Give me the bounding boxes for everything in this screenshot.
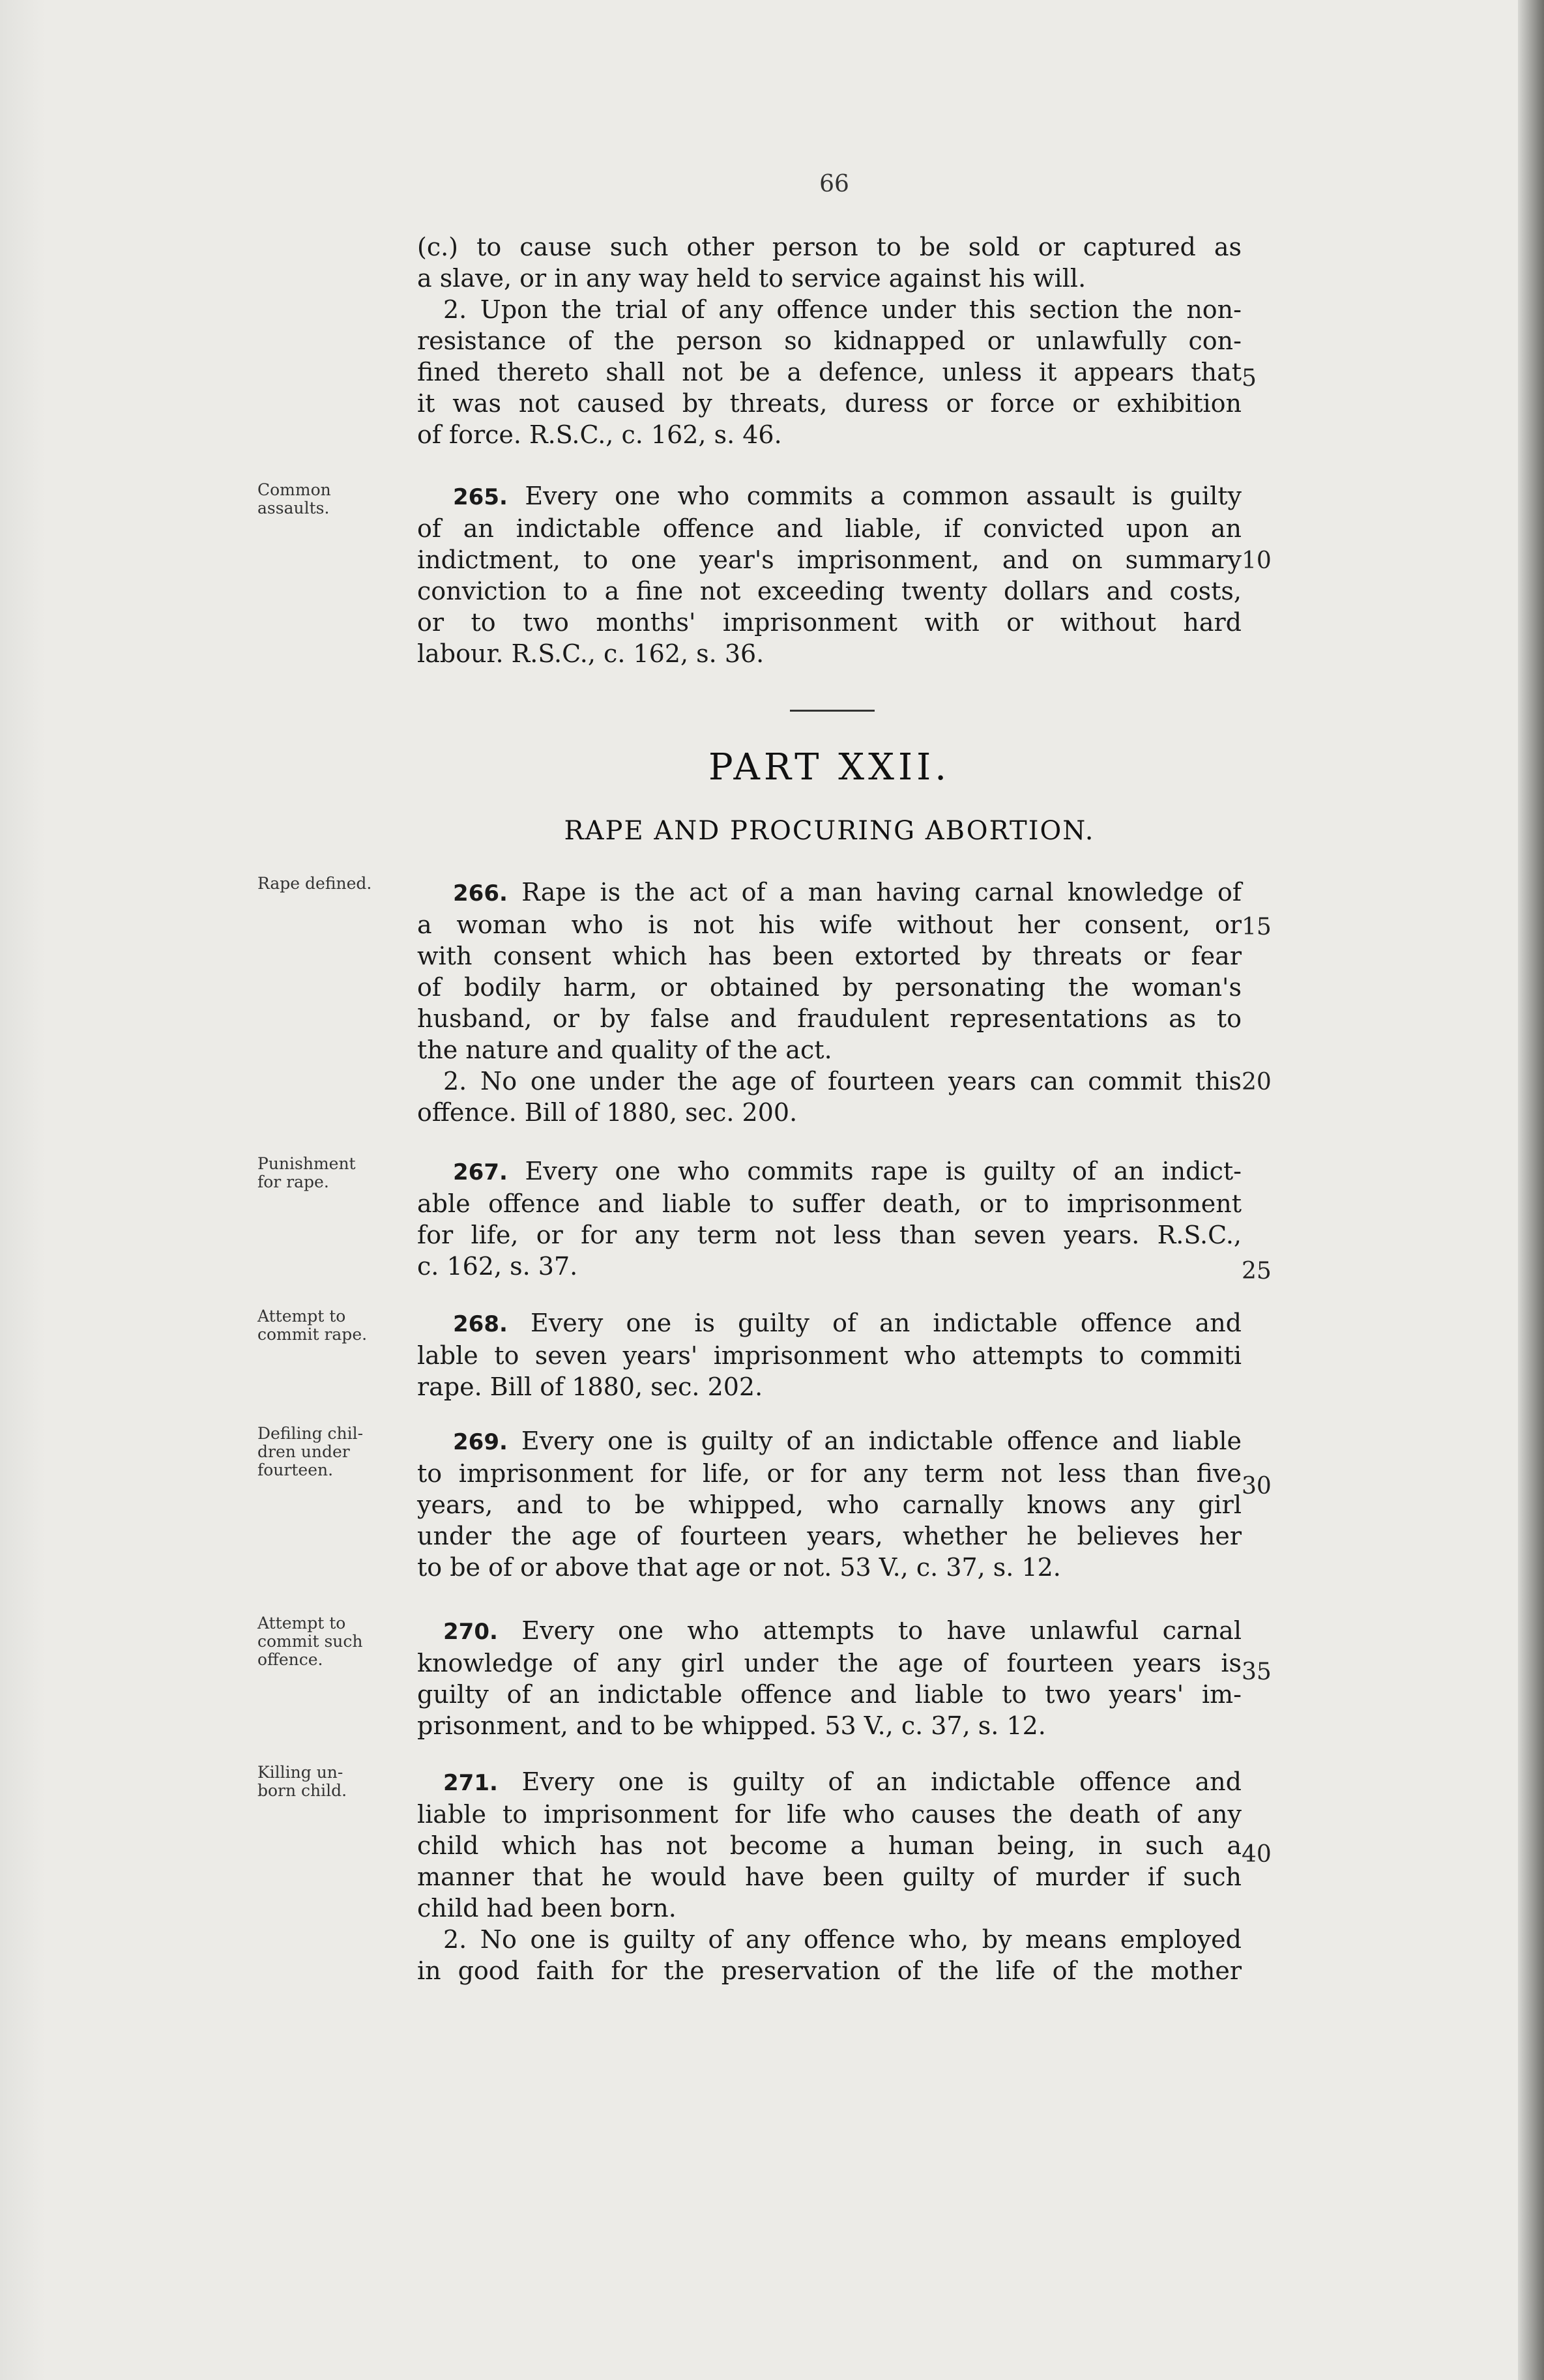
scan-left-edge	[0, 0, 46, 2380]
continued-section-text	[417, 231, 1242, 450]
text-line: rape. Bill of 1880, sec. 202.	[417, 1372, 763, 1401]
text-line: of bodily harm, or obtained by personating the woman's	[417, 973, 1242, 1002]
section-number: 268.	[453, 1311, 508, 1337]
margin-note-defiling-children: Defiling chil- dren under fourteen.	[257, 1424, 364, 1479]
line-number: 25	[1242, 1258, 1272, 1284]
text-line: to imprisonment for life, or for any term not less than five	[417, 1459, 1242, 1488]
text-line: resistance of the person so kidnapped or unlawfully con-	[417, 327, 1242, 355]
line-number: 20	[1242, 1069, 1272, 1096]
text-line: a woman who is not his wife without her consent, or	[417, 910, 1242, 939]
text-line: under the age of fourteen years, whether he believes her	[417, 1522, 1242, 1550]
text-line: (c.) to cause such other person to be sold or captured as	[417, 233, 1242, 261]
text-line: liable to imprisonment for life who causes the death of any	[417, 1800, 1242, 1829]
margin-note-rape-defined: Rape defined.	[257, 874, 372, 893]
text-line: the nature and quality of the act.	[417, 1036, 832, 1064]
text-line: 2. Upon the trial of any offence under this section the non-	[443, 295, 1242, 324]
page-number: 66	[819, 171, 849, 197]
line-number: 40	[1242, 1841, 1272, 1868]
margin-note-attempt-such-offence: Attempt to commit such offence.	[257, 1614, 363, 1669]
text-line: of force. R.S.C., c. 162, s. 46.	[417, 420, 782, 449]
section-number: 271.	[443, 1770, 498, 1796]
text-line: conviction to a fine not exceeding twenty dollars and costs,	[417, 577, 1242, 605]
line-number: 15	[1242, 914, 1272, 940]
section-269: 269. Every one is guilty of an indictable offence and liable to imprisonment for life, or for any term not less than five years, and to be whipped, who carnally knows any girl under the age of fourteen years, whether he believes her to be of or above that age or not. 53 V., c. 37, s. 12.	[417, 1427, 1242, 1582]
text-line: offence. Bill of 1880, sec. 200.	[417, 1098, 798, 1127]
section-number: 266.	[453, 880, 508, 907]
text-line: or to two months' imprisonment with or without hard	[417, 608, 1242, 637]
margin-note-attempt-to-commit-rape: Attempt to commit rape.	[257, 1307, 368, 1344]
margin-note-common-assaults: Common assaults.	[257, 480, 331, 517]
section-270: 270. Every one who attempts to have unlawful carnal knowledge of any girl under the age of fourteen years is guilty of an indictable offence and liable to two years' im- prisonment, and to be whipped. 53 V., c. 37, s. 12.	[417, 1616, 1242, 1740]
text-line: husband, or by false and fraudulent representations as to	[417, 1004, 1242, 1033]
section-266: 266. Rape is the act of a man having carnal knowledge of a woman who is not his wife without her consent, or with consent which has been extorted by threats or fear of bodily harm, or obtained by personating the woman's husband, or by false and fraudulent representations as to the nature and quality of the act. 2. No one under the age of fourteen years can commit this offence. Bill of 1880, sec. 200.	[417, 878, 1242, 1127]
line-number: 5	[1242, 365, 1257, 392]
text-line: child had been born.	[417, 1894, 677, 1923]
text-line: 2. No one under the age of fourteen years can commit this	[443, 1067, 1242, 1096]
scan-right-edge	[1518, 0, 1544, 2380]
text-line: years, and to be whipped, who carnally knows any girl	[417, 1490, 1242, 1519]
text-line: it was not caused by threats, duress or force or exhibition	[417, 389, 1242, 418]
section-265: 265. Every one who commits a common assault is guilty of an indictable offence and liable, if convicted upon an indictment, to one year's imprisonment, and on summary conviction to a fine not exceeding twenty dollars and costs, or to two months' imprisonment with or without hard labour. R.S.C., c. 162, s. 36.	[417, 482, 1242, 668]
part-subtitle: RAPE AND PROCURING ABORTION.	[564, 816, 1095, 846]
text-line: able offence and liable to suffer death, or to imprisonment	[417, 1189, 1242, 1218]
section-271: 271. Every one is guilty of an indictable offence and liable to imprisonment for life who causes the death of any child which has not become a human being, in such a manner that he would have been guilty of murder if such child had been born. 2. No one is guilty of any offence who, by means employed in good faith for the preservation of the life of the mother	[417, 1767, 1242, 1985]
section-267: 267. Every one who commits rape is guilty of an indict- able offence and liable to suffer death, or to imprisonment for life, or for any term not less than seven years. R.S.C., c. 162, s. 37.	[417, 1157, 1242, 1281]
text-line: to be of or above that age or not. 53 V., c. 37, s. 12.	[417, 1553, 1061, 1582]
section-number: 267.	[453, 1159, 508, 1185]
section-divider-rule	[790, 710, 875, 712]
text-line: manner that he would have been guilty of murder if such	[417, 1863, 1242, 1891]
text-line: prisonment, and to be whipped. 53 V., c. 37, s. 12.	[417, 1711, 1046, 1740]
text-line: guilty of an indictable offence and liable to two years' im-	[417, 1680, 1242, 1709]
text-line: labour. R.S.C., c. 162, s. 36.	[417, 639, 765, 668]
section-number: 265.	[453, 484, 508, 510]
line-number: 10	[1242, 547, 1272, 574]
text-line: a slave, or in any way held to service against his will.	[417, 264, 1086, 293]
text-line: of an indictable offence and liable, if convicted upon an	[417, 514, 1242, 543]
line-number: 30	[1242, 1473, 1272, 1500]
section-268: 268. Every one is guilty of an indictable offence and lable to seven years' imprisonment who attempts to commiti rape. Bill of 1880, sec. 202.	[417, 1309, 1242, 1401]
text-line: c. 162, s. 37.	[417, 1252, 578, 1281]
text-line: indictment, to one year's imprisonment, and on summary	[417, 545, 1242, 574]
text-line: knowledge of any girl under the age of fourteen years is	[417, 1649, 1242, 1677]
text-line: for life, or for any term not less than seven years. R.S.C.,	[417, 1221, 1242, 1249]
section-number: 269.	[453, 1429, 508, 1455]
part-title: PART XXII.	[708, 746, 951, 789]
line-number: 35	[1242, 1659, 1272, 1685]
margin-note-punishment-for-rape: Punishment for rape.	[257, 1154, 356, 1191]
section-number: 270.	[443, 1619, 498, 1645]
text-line: lable to seven years' imprisonment who attempts to commiti	[417, 1341, 1242, 1370]
text-line: with consent which has been extorted by threats or fear	[417, 942, 1242, 970]
text-line: in good faith for the preservation of the life of the mother	[417, 1956, 1242, 1985]
margin-note-killing-unborn-child: Killing un- born child.	[257, 1763, 347, 1800]
text-line: fined thereto shall not be a defence, unless it appears that	[417, 358, 1242, 386]
text-line: 2. No one is guilty of any offence who, by means employed	[443, 1925, 1242, 1954]
text-line: child which has not become a human being, in such a	[417, 1831, 1242, 1860]
